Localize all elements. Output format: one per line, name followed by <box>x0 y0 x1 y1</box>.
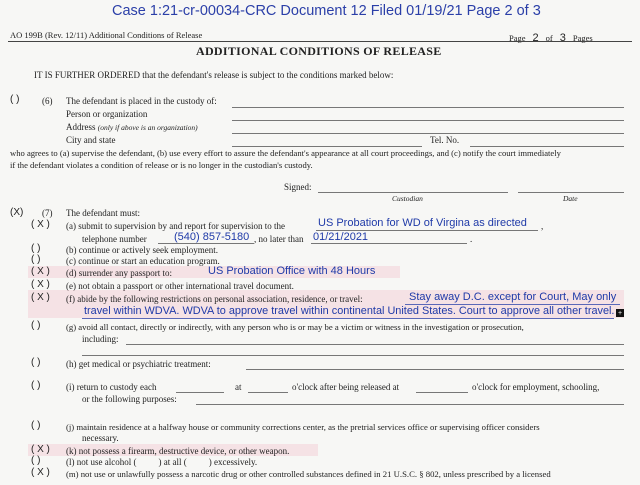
intro-text: IT IS FURTHER ORDERED that the defendant's release is subject to the conditions marked below: <box>34 70 394 80</box>
page-number: 2 <box>532 32 539 44</box>
travel-restriction-line-2: travel within WDVA. WDVA to approve travel within continental United States. Court to approve all other travel. <box>84 305 615 317</box>
alcohol-end: ) excessively. <box>208 457 258 467</box>
condition-7g-including: including: <box>82 334 119 344</box>
tel-label: Tel. No. <box>430 135 460 145</box>
phone-label: telephone number <box>82 234 147 244</box>
custodian-agreement-2: if the defendant violates a condition of release or is no longer in the custodian's custody. <box>10 160 313 170</box>
report-date: 01/21/2021 <box>313 231 369 243</box>
plus-icon: + <box>618 310 623 317</box>
condition-7j-check[interactable]: ( ) <box>31 420 41 431</box>
purposes-field-line[interactable] <box>196 404 624 405</box>
condition-7b-text: (b) continue or actively seek employment. <box>66 245 218 255</box>
alcohol-label: (l) not use alcohol ( <box>66 457 137 467</box>
condition-7a-text: (a) submit to supervision by and report for supervision to the <box>66 221 285 231</box>
condition-7c-check[interactable]: ( ) <box>31 254 41 265</box>
custody-line <box>232 107 624 108</box>
condition-7-check[interactable]: (X) <box>10 207 24 218</box>
condition-7h-text: (h) get medical or psychiatric treatment: <box>66 359 211 369</box>
address-note: (only if above is an organization) <box>97 123 198 132</box>
supervision-agency: US Probation for WD of Virgina as directed <box>318 217 527 229</box>
condition-6-text: The defendant is placed in the custody of: <box>66 96 217 106</box>
treatment-field-line[interactable] <box>246 369 624 370</box>
address-label: Address (only if above is an organization) <box>66 122 198 132</box>
date-label: Date <box>563 194 578 203</box>
condition-7-text: The defendant must: <box>66 208 140 218</box>
condition-7e-check[interactable]: ( X ) <box>31 279 50 290</box>
condition-7e-text: (e) not obtain a passport or other international travel document. <box>66 281 294 291</box>
condition-7j-necessary: necessary. <box>82 433 119 443</box>
condition-7i-at: at <box>235 382 242 392</box>
condition-7l-text <box>66 457 257 467</box>
condition-7k-check[interactable]: ( X ) <box>31 444 50 455</box>
condition-7l-check[interactable]: ( ) <box>31 455 41 466</box>
condition-7f-text: (f) abide by the following restrictions on personal association, residence, or travel: <box>66 294 363 304</box>
condition-6-check[interactable]: ( ) <box>10 94 20 105</box>
page-label: Page <box>509 33 526 43</box>
condition-7c-text: (c) continue or start an education program. <box>66 256 220 266</box>
address-field-line[interactable] <box>232 133 624 134</box>
page-of: of <box>545 33 553 43</box>
condition-7-num: (7) <box>42 208 53 218</box>
city-field-line[interactable] <box>232 146 422 147</box>
city-label: City and state <box>66 135 116 145</box>
condition-7i-oclock-2: o'clock for employment, schooling, <box>472 382 600 392</box>
condition-7d-text: (d) surrender any passport to: <box>66 268 172 278</box>
date-signature-line[interactable] <box>518 192 624 193</box>
alcohol-mid: ) at all ( <box>158 457 187 467</box>
condition-7k-text: (k) not possess a firearm, destructive device, or other weapon. <box>66 446 290 456</box>
phone-line[interactable] <box>158 243 254 244</box>
condition-7g-check[interactable]: ( ) <box>31 320 41 331</box>
condition-7a-comma: , <box>541 221 544 231</box>
travel-restriction-line-1: Stay away D.C. except for Court, May only <box>409 291 617 303</box>
person-label: Person or organization <box>66 109 148 119</box>
condition-7h-check[interactable]: ( ) <box>31 357 41 368</box>
page-indicator <box>509 28 593 46</box>
header-rule <box>8 41 632 42</box>
condition-7j-text: (j) maintain residence at a halfway house or community corrections center, as the pretrial services office or supervising officer considers <box>66 422 540 432</box>
condition-7g-text: (g) avoid all contact, directly or indirectly, with any person who is or may be a victim or witness in the investigation or prosecution, <box>66 322 524 332</box>
condition-7a-period: . <box>470 234 473 244</box>
filing-header: Case 1:21-cr-00034-CRC Document 12 Filed 01/19/21 Page 2 of 3 <box>112 3 541 19</box>
person-field-line[interactable] <box>232 120 624 121</box>
travel-restriction-underline-2 <box>82 318 614 319</box>
condition-7b-check[interactable]: ( ) <box>31 243 41 254</box>
page-total: 3 <box>559 32 566 44</box>
report-date-line[interactable] <box>311 243 467 244</box>
contact-field-line[interactable] <box>126 344 624 345</box>
release-time-line[interactable] <box>416 392 468 393</box>
phone-number: (540) 857-5180 <box>174 231 250 243</box>
custodian-signature-line[interactable] <box>318 192 508 193</box>
signed-label: Signed: <box>284 182 312 192</box>
condition-7m-check[interactable]: ( X ) <box>31 467 50 478</box>
form-id: AO 199B (Rev. 12/11) Additional Conditions of Release <box>10 30 203 40</box>
condition-7i-purposes: or the following purposes: <box>82 394 177 404</box>
tel-field-line[interactable] <box>470 146 624 147</box>
condition-7i-text: (i) return to custody each <box>66 382 157 392</box>
custody-time-line[interactable] <box>248 392 288 393</box>
passport-surrender-to: US Probation Office with 48 Hours <box>208 265 376 277</box>
pages-label: Pages <box>572 33 593 43</box>
custody-day-line[interactable] <box>176 392 224 393</box>
custodian-agreement-1: who agrees to (a) supervise the defendant, (b) use every effort to assure the defendant's appearance at all court proceedings, and (c) notify the court immediately <box>10 148 561 158</box>
contact-field-line-2[interactable] <box>82 355 624 356</box>
condition-7i-oclock-1: o'clock after being released at <box>292 382 400 392</box>
condition-7m-text: (m) not use or unlawfully possess a narcotic drug or other controlled substances defined in 21 U.S.C. § 802, unless prescribed by a licensed <box>66 469 551 479</box>
condition-6-num: (6) <box>42 96 53 106</box>
condition-7i-check[interactable]: ( ) <box>31 380 41 391</box>
custodian-label: Custodian <box>392 194 423 203</box>
page-title: ADDITIONAL CONDITIONS OF RELEASE <box>196 44 442 58</box>
no-later-label: , no later than <box>254 234 304 244</box>
condition-7f-check[interactable]: ( X ) <box>31 292 50 303</box>
condition-7a-check[interactable]: ( X ) <box>31 219 50 230</box>
condition-7d-check[interactable]: ( X ) <box>31 266 50 277</box>
